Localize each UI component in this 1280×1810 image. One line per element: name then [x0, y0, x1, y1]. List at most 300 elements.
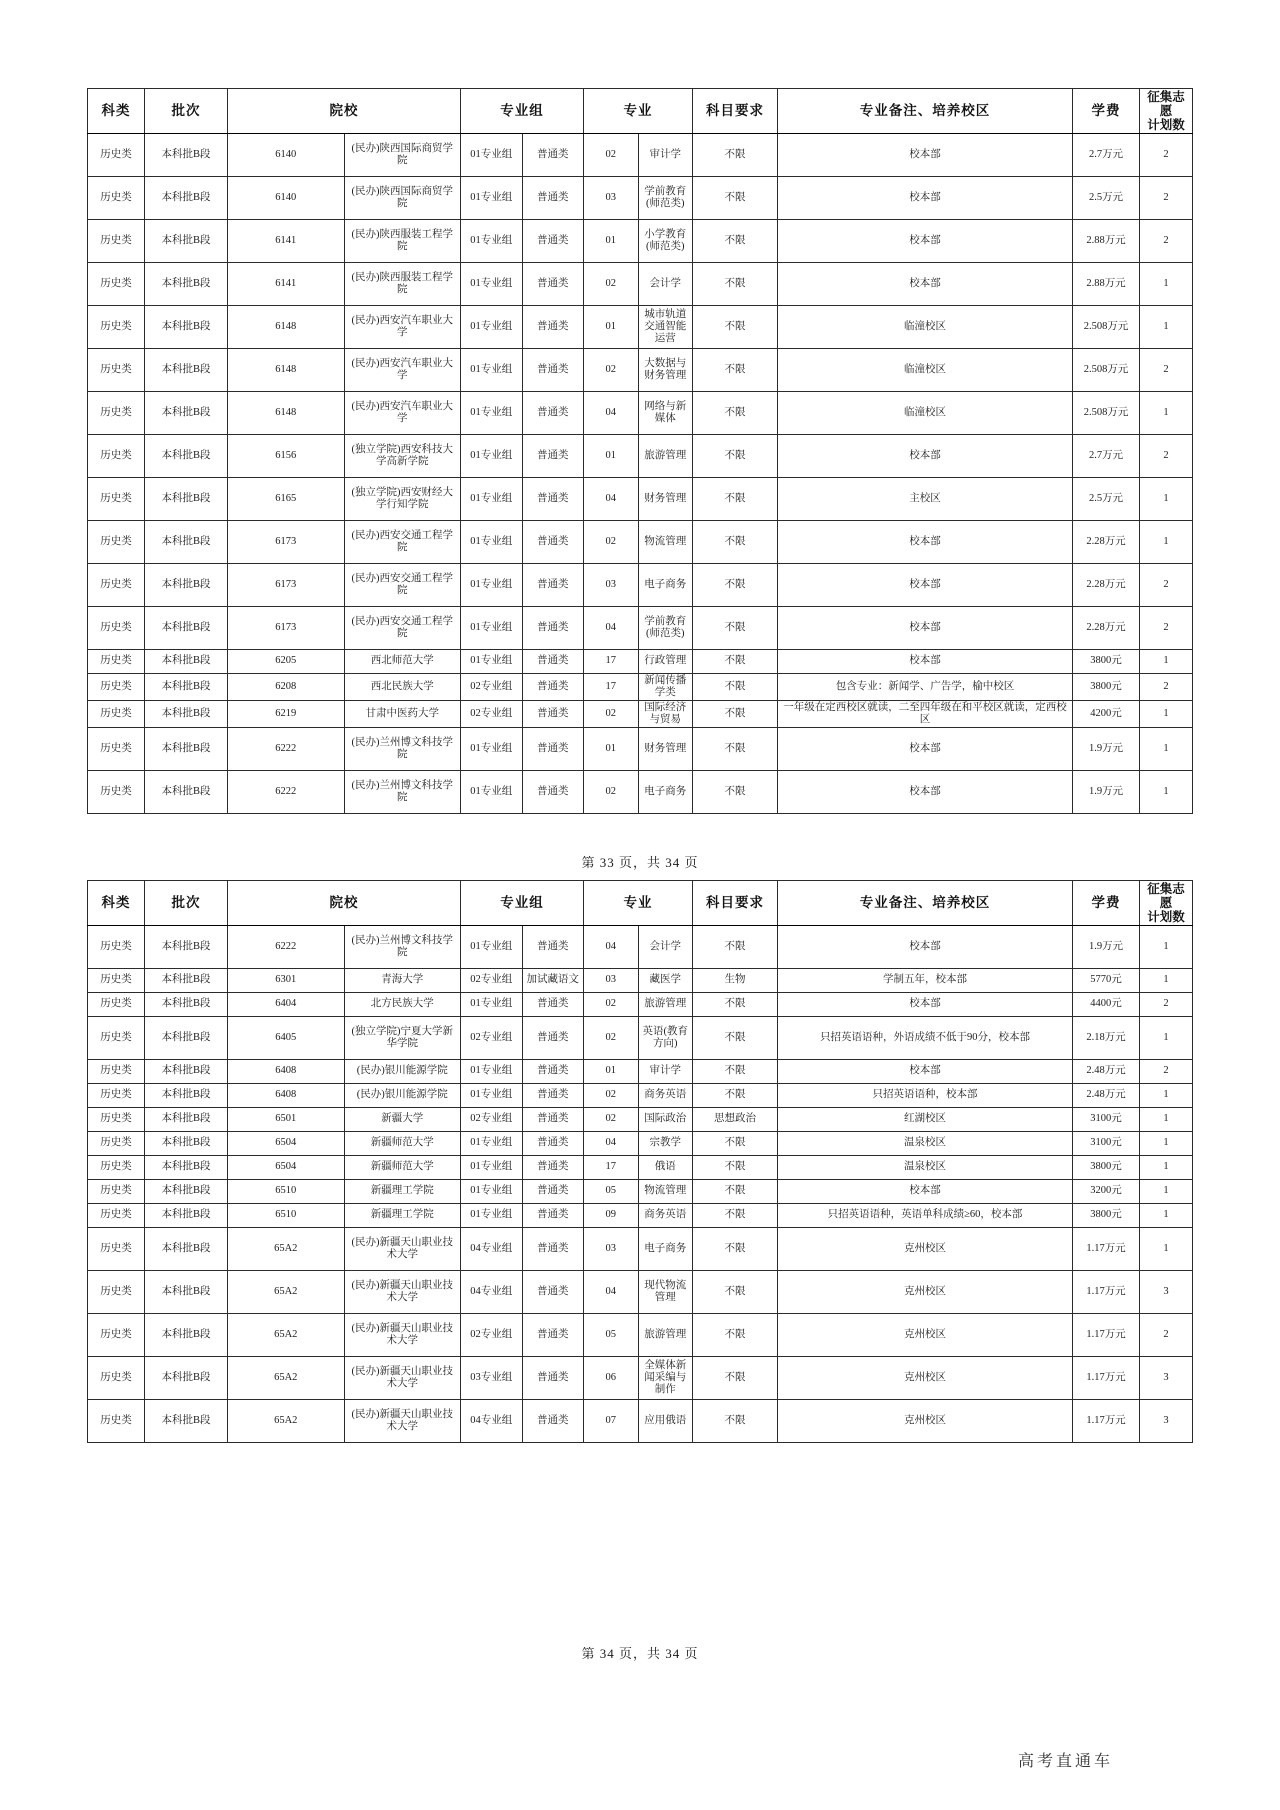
cell-school-name: (民办)西安汽车职业大学 [344, 392, 461, 435]
cell-subject-requirement: 不限 [693, 1400, 778, 1443]
table-header [88, 89, 1193, 134]
cell-kelei: 历史类 [88, 1060, 145, 1084]
cell-kelei: 历史类 [88, 650, 145, 674]
cell-school-name: (民办)兰州博文科技学院 [344, 728, 461, 771]
cell-major-group: 01专业组 [461, 521, 523, 564]
cell-note-campus: 校本部 [778, 521, 1073, 564]
cell-plan-count: 1 [1140, 1180, 1193, 1204]
cell-plan-count: 1 [1140, 1017, 1193, 1060]
cell-school-name: (独立学院)宁夏大学新华学院 [344, 1017, 461, 1060]
cell-major-name: 应用俄语 [638, 1400, 693, 1443]
table-row [88, 134, 1193, 177]
cell-kelei: 历史类 [88, 926, 145, 969]
cell-group-name: 普通类 [522, 1228, 584, 1271]
cell-plan-count: 1 [1140, 392, 1193, 435]
cell-group-name: 普通类 [522, 349, 584, 392]
cell-group-name: 普通类 [522, 674, 584, 701]
cell-major-name: 财务管理 [638, 728, 693, 771]
cell-major-code: 03 [584, 177, 639, 220]
cell-major-code: 03 [584, 564, 639, 607]
cell-group-name: 普通类 [522, 607, 584, 650]
cell-pici: 本科批B段 [145, 1400, 228, 1443]
cell-subject-requirement: 不限 [693, 993, 778, 1017]
cell-group-name: 普通类 [522, 771, 584, 814]
cell-school-code: 6510 [228, 1204, 345, 1228]
cell-plan-count: 1 [1140, 1132, 1193, 1156]
cell-major-name: 网络与新媒体 [638, 392, 693, 435]
table-row [88, 435, 1193, 478]
cell-major-code: 06 [584, 1357, 639, 1400]
cell-pici: 本科批B段 [145, 993, 228, 1017]
cell-note-campus: 临潼校区 [778, 306, 1073, 349]
cell-note-campus: 校本部 [778, 263, 1073, 306]
cell-group-name: 普通类 [522, 521, 584, 564]
cell-major-group: 04专业组 [461, 1400, 523, 1443]
cell-kelei: 历史类 [88, 1357, 145, 1400]
table-row [88, 177, 1193, 220]
column-header-plan-2 [1140, 881, 1193, 926]
cell-school-code: 6501 [228, 1108, 345, 1132]
cell-school-name: (民办)新疆天山职业技术大学 [344, 1271, 461, 1314]
cell-note-campus: 克州校区 [778, 1228, 1073, 1271]
cell-plan-count: 1 [1140, 650, 1193, 674]
cell-major-group: 01专业组 [461, 1204, 523, 1228]
cell-pici: 本科批B段 [145, 1228, 228, 1271]
cell-major-group: 01专业组 [461, 771, 523, 814]
cell-note-campus: 红湖校区 [778, 1108, 1073, 1132]
cell-plan-count: 2 [1140, 177, 1193, 220]
table-row [88, 1108, 1193, 1132]
cell-kelei: 历史类 [88, 263, 145, 306]
cell-tuition-fee: 2.508万元 [1073, 392, 1140, 435]
cell-plan-count: 2 [1140, 674, 1193, 701]
cell-school-code: 6222 [228, 728, 345, 771]
cell-plan-count: 1 [1140, 1084, 1193, 1108]
cell-tuition-fee: 3800元 [1073, 674, 1140, 701]
cell-major-group: 01专业组 [461, 220, 523, 263]
cell-pici: 本科批B段 [145, 263, 228, 306]
cell-pici: 本科批B段 [145, 1271, 228, 1314]
cell-subject-requirement: 不限 [693, 306, 778, 349]
cell-note-campus: 校本部 [778, 1060, 1073, 1084]
cell-school-code: 6301 [228, 969, 345, 993]
table-row [88, 993, 1193, 1017]
cell-major-group: 01专业组 [461, 1084, 523, 1108]
table-row [88, 1314, 1193, 1357]
cell-kelei: 历史类 [88, 1156, 145, 1180]
cell-subject-requirement: 不限 [693, 177, 778, 220]
table-row [88, 1271, 1193, 1314]
cell-major-name: 俄语 [638, 1156, 693, 1180]
cell-group-name: 普通类 [522, 435, 584, 478]
cell-school-code: 6141 [228, 220, 345, 263]
cell-school-code: 6205 [228, 650, 345, 674]
cell-note-campus: 校本部 [778, 993, 1073, 1017]
cell-subject-requirement: 不限 [693, 607, 778, 650]
cell-pici: 本科批B段 [145, 1108, 228, 1132]
cell-tuition-fee: 2.88万元 [1073, 220, 1140, 263]
cell-pici: 本科批B段 [145, 1017, 228, 1060]
cell-major-code: 02 [584, 1108, 639, 1132]
cell-major-code: 01 [584, 728, 639, 771]
cell-major-name: 现代物流管理 [638, 1271, 693, 1314]
cell-major-group: 02专业组 [461, 1108, 523, 1132]
cell-tuition-fee: 2.48万元 [1073, 1084, 1140, 1108]
cell-major-code: 05 [584, 1314, 639, 1357]
table-row [88, 1228, 1193, 1271]
cell-kelei: 历史类 [88, 521, 145, 564]
cell-major-code: 17 [584, 674, 639, 701]
cell-kelei: 历史类 [88, 1084, 145, 1108]
column-header-subject-2: 科目要求 [693, 881, 778, 926]
cell-major-name: 旅游管理 [638, 1314, 693, 1357]
table-row [88, 263, 1193, 306]
header-row [88, 89, 1193, 134]
cell-subject-requirement: 不限 [693, 1357, 778, 1400]
cell-major-code: 02 [584, 263, 639, 306]
cell-pici: 本科批B段 [145, 771, 228, 814]
table-row [88, 701, 1193, 728]
cell-pici: 本科批B段 [145, 564, 228, 607]
plan-header-line1: 征集志愿 [1147, 90, 1185, 118]
cell-kelei: 历史类 [88, 1400, 145, 1443]
cell-group-name: 普通类 [522, 1017, 584, 1060]
cell-major-code: 17 [584, 1156, 639, 1180]
table-row [88, 1204, 1193, 1228]
cell-major-name: 旅游管理 [638, 435, 693, 478]
cell-note-campus: 只招英语语种，外语成绩不低于90分，校本部 [778, 1017, 1073, 1060]
cell-kelei: 历史类 [88, 993, 145, 1017]
table-row [88, 607, 1193, 650]
cell-major-name: 大数据与财务管理 [638, 349, 693, 392]
cell-school-code: 6173 [228, 607, 345, 650]
cell-major-name: 新闻传播学类 [638, 674, 693, 701]
cell-subject-requirement: 不限 [693, 435, 778, 478]
cell-subject-requirement: 不限 [693, 1271, 778, 1314]
cell-school-code: 6504 [228, 1132, 345, 1156]
cell-major-code: 01 [584, 1060, 639, 1084]
cell-group-name: 普通类 [522, 1180, 584, 1204]
cell-kelei: 历史类 [88, 674, 145, 701]
cell-tuition-fee: 1.17万元 [1073, 1271, 1140, 1314]
cell-subject-requirement: 不限 [693, 392, 778, 435]
cell-group-name: 普通类 [522, 728, 584, 771]
cell-group-name: 普通类 [522, 1400, 584, 1443]
cell-major-group: 01专业组 [461, 1060, 523, 1084]
cell-major-group: 04专业组 [461, 1271, 523, 1314]
cell-school-code: 65A2 [228, 1400, 345, 1443]
cell-pici: 本科批B段 [145, 1357, 228, 1400]
cell-tuition-fee: 1.9万元 [1073, 728, 1140, 771]
cell-tuition-fee: 2.7万元 [1073, 435, 1140, 478]
cell-note-campus: 临潼校区 [778, 349, 1073, 392]
cell-kelei: 历史类 [88, 1228, 145, 1271]
column-header-major-2: 专业 [584, 881, 693, 926]
cell-tuition-fee: 3200元 [1073, 1180, 1140, 1204]
cell-major-code: 03 [584, 969, 639, 993]
cell-tuition-fee: 2.28万元 [1073, 564, 1140, 607]
cell-note-campus: 校本部 [778, 134, 1073, 177]
table-row [88, 392, 1193, 435]
cell-pici: 本科批B段 [145, 521, 228, 564]
cell-kelei: 历史类 [88, 435, 145, 478]
page-footer-34: 第 34 页，共 34 页 [581, 1646, 699, 1661]
cell-tuition-fee: 1.17万元 [1073, 1314, 1140, 1357]
cell-school-name: 北方民族大学 [344, 993, 461, 1017]
cell-major-code: 04 [584, 607, 639, 650]
cell-tuition-fee: 2.28万元 [1073, 607, 1140, 650]
table-row [88, 969, 1193, 993]
column-header-group: 专业组 [461, 89, 584, 134]
cell-tuition-fee: 4200元 [1073, 701, 1140, 728]
table-body-page34 [88, 926, 1193, 1443]
cell-major-code: 17 [584, 650, 639, 674]
cell-group-name: 普通类 [522, 701, 584, 728]
cell-school-name: 新疆师范大学 [344, 1156, 461, 1180]
cell-school-code: 65A2 [228, 1314, 345, 1357]
cell-major-name: 小学教育(师范类) [638, 220, 693, 263]
column-header-kelei-2: 科类 [88, 881, 145, 926]
cell-school-name: (民办)西安交通工程学院 [344, 607, 461, 650]
cell-plan-count: 2 [1140, 564, 1193, 607]
cell-plan-count: 1 [1140, 771, 1193, 814]
cell-plan-count: 2 [1140, 134, 1193, 177]
table-row [88, 1180, 1193, 1204]
cell-note-campus: 主校区 [778, 478, 1073, 521]
cell-tuition-fee: 3800元 [1073, 1156, 1140, 1180]
cell-major-name: 物流管理 [638, 1180, 693, 1204]
cell-major-code: 02 [584, 349, 639, 392]
cell-major-code: 02 [584, 521, 639, 564]
cell-major-name: 学前教育(师范类) [638, 177, 693, 220]
cell-school-code: 65A2 [228, 1357, 345, 1400]
cell-kelei: 历史类 [88, 349, 145, 392]
cell-group-name: 普通类 [522, 392, 584, 435]
cell-school-code: 6156 [228, 435, 345, 478]
cell-note-campus: 克州校区 [778, 1271, 1073, 1314]
cell-major-group: 01专业组 [461, 177, 523, 220]
cell-major-name: 国际政治 [638, 1108, 693, 1132]
page-34 [0, 880, 1280, 1662]
cell-school-code: 6208 [228, 674, 345, 701]
cell-school-code: 6222 [228, 926, 345, 969]
cell-school-name: (民办)西安交通工程学院 [344, 564, 461, 607]
cell-group-name: 普通类 [522, 1108, 584, 1132]
cell-subject-requirement: 不限 [693, 926, 778, 969]
cell-school-code: 6165 [228, 478, 345, 521]
cell-note-campus: 临潼校区 [778, 392, 1073, 435]
cell-pici: 本科批B段 [145, 306, 228, 349]
cell-tuition-fee: 3100元 [1073, 1132, 1140, 1156]
cell-group-name: 普通类 [522, 306, 584, 349]
cell-note-campus: 校本部 [778, 564, 1073, 607]
cell-school-name: (民办)西安交通工程学院 [344, 521, 461, 564]
column-header-school-2: 院校 [228, 881, 461, 926]
cell-plan-count: 2 [1140, 435, 1193, 478]
cell-tuition-fee: 2.5万元 [1073, 478, 1140, 521]
cell-school-code: 65A2 [228, 1228, 345, 1271]
cell-note-campus: 学制五年，校本部 [778, 969, 1073, 993]
cell-school-name: (民办)陕西国际商贸学院 [344, 177, 461, 220]
cell-plan-count: 1 [1140, 1228, 1193, 1271]
cell-major-group: 02专业组 [461, 674, 523, 701]
cell-major-group: 01专业组 [461, 728, 523, 771]
table-row [88, 1017, 1193, 1060]
cell-major-group: 01专业组 [461, 478, 523, 521]
cell-subject-requirement: 不限 [693, 1084, 778, 1108]
header-row-2 [88, 881, 1193, 926]
page33-gap [0, 814, 1280, 852]
cell-school-name: (民办)陕西国际商贸学院 [344, 134, 461, 177]
cell-school-name: (民办)新疆天山职业技术大学 [344, 1357, 461, 1400]
cell-group-name: 普通类 [522, 1060, 584, 1084]
cell-pici: 本科批B段 [145, 674, 228, 701]
cell-major-group: 01专业组 [461, 650, 523, 674]
cell-school-code: 6148 [228, 349, 345, 392]
cell-kelei: 历史类 [88, 392, 145, 435]
cell-kelei: 历史类 [88, 607, 145, 650]
cell-plan-count: 1 [1140, 263, 1193, 306]
cell-kelei: 历史类 [88, 969, 145, 993]
cell-school-name: (民办)新疆天山职业技术大学 [344, 1228, 461, 1271]
plan-header-line2-2: 计划数 [1147, 910, 1185, 924]
cell-group-name: 普通类 [522, 1271, 584, 1314]
cell-subject-requirement: 不限 [693, 1314, 778, 1357]
cell-school-name: (民办)兰州博文科技学院 [344, 771, 461, 814]
table-row [88, 306, 1193, 349]
cell-kelei: 历史类 [88, 771, 145, 814]
cell-note-campus: 克州校区 [778, 1357, 1073, 1400]
cell-major-name: 行政管理 [638, 650, 693, 674]
table-row [88, 771, 1193, 814]
cell-pici: 本科批B段 [145, 134, 228, 177]
cell-subject-requirement: 不限 [693, 674, 778, 701]
cell-subject-requirement: 思想政治 [693, 1108, 778, 1132]
cell-major-code: 01 [584, 220, 639, 263]
cell-tuition-fee: 5770元 [1073, 969, 1140, 993]
cell-major-name: 宗教学 [638, 1132, 693, 1156]
cell-major-code: 02 [584, 134, 639, 177]
cell-note-campus: 校本部 [778, 220, 1073, 263]
cell-subject-requirement: 不限 [693, 728, 778, 771]
cell-pici: 本科批B段 [145, 392, 228, 435]
cell-major-group: 01专业组 [461, 1180, 523, 1204]
cell-major-name: 国际经济与贸易 [638, 701, 693, 728]
cell-note-campus: 校本部 [778, 926, 1073, 969]
cell-subject-requirement: 不限 [693, 1228, 778, 1271]
cell-plan-count: 1 [1140, 969, 1193, 993]
cell-school-name: 新疆理工学院 [344, 1204, 461, 1228]
cell-group-name: 普通类 [522, 1357, 584, 1400]
table-row [88, 564, 1193, 607]
cell-pici: 本科批B段 [145, 728, 228, 771]
cell-major-name: 电子商务 [638, 771, 693, 814]
column-header-pici: 批次 [145, 89, 228, 134]
cell-tuition-fee: 2.28万元 [1073, 521, 1140, 564]
cell-group-name: 普通类 [522, 564, 584, 607]
cell-subject-requirement: 不限 [693, 701, 778, 728]
cell-major-group: 02专业组 [461, 701, 523, 728]
cell-major-name: 英语(教育方向) [638, 1017, 693, 1060]
cell-group-name: 普通类 [522, 177, 584, 220]
cell-major-code: 09 [584, 1204, 639, 1228]
table-row [88, 1132, 1193, 1156]
watermark-logo: 高考直通车 [1018, 1753, 1114, 1770]
cell-subject-requirement: 不限 [693, 134, 778, 177]
cell-major-name: 商务英语 [638, 1084, 693, 1108]
cell-kelei: 历史类 [88, 564, 145, 607]
cell-school-name: (民办)新疆天山职业技术大学 [344, 1314, 461, 1357]
cell-major-group: 01专业组 [461, 993, 523, 1017]
cell-note-campus: 校本部 [778, 435, 1073, 478]
cell-major-code: 02 [584, 771, 639, 814]
cell-major-name: 会计学 [638, 926, 693, 969]
cell-major-name: 学前教育(师范类) [638, 607, 693, 650]
column-header-note: 专业备注、培养校区 [778, 89, 1073, 134]
cell-group-name: 普通类 [522, 993, 584, 1017]
cell-kelei: 历史类 [88, 1180, 145, 1204]
cell-school-code: 6140 [228, 177, 345, 220]
cell-major-code: 02 [584, 993, 639, 1017]
cell-major-group: 02专业组 [461, 969, 523, 993]
cell-plan-count: 2 [1140, 349, 1193, 392]
cell-kelei: 历史类 [88, 177, 145, 220]
cell-plan-count: 1 [1140, 521, 1193, 564]
cell-pici: 本科批B段 [145, 220, 228, 263]
cell-major-code: 02 [584, 701, 639, 728]
table-row [88, 478, 1193, 521]
cell-kelei: 历史类 [88, 1017, 145, 1060]
cell-tuition-fee: 1.9万元 [1073, 926, 1140, 969]
cell-subject-requirement: 不限 [693, 478, 778, 521]
cell-tuition-fee: 2.7万元 [1073, 134, 1140, 177]
cell-kelei: 历史类 [88, 220, 145, 263]
cell-kelei: 历史类 [88, 1132, 145, 1156]
table-row [88, 1156, 1193, 1180]
cell-tuition-fee: 3800元 [1073, 1204, 1140, 1228]
column-header-kelei: 科类 [88, 89, 145, 134]
cell-pici: 本科批B段 [145, 1180, 228, 1204]
column-header-group-2: 专业组 [461, 881, 584, 926]
cell-pici: 本科批B段 [145, 1204, 228, 1228]
cell-school-name: (民办)陕西服装工程学院 [344, 220, 461, 263]
cell-tuition-fee: 2.88万元 [1073, 263, 1140, 306]
cell-school-name: (民办)西安汽车职业大学 [344, 349, 461, 392]
cell-subject-requirement: 不限 [693, 1132, 778, 1156]
cell-major-group: 01专业组 [461, 607, 523, 650]
cell-major-name: 电子商务 [638, 564, 693, 607]
cell-major-group: 01专业组 [461, 564, 523, 607]
cell-pici: 本科批B段 [145, 349, 228, 392]
cell-plan-count: 1 [1140, 1156, 1193, 1180]
cell-major-group: 01专业组 [461, 392, 523, 435]
table-row [88, 650, 1193, 674]
cell-plan-count: 3 [1140, 1357, 1193, 1400]
cell-major-name: 旅游管理 [638, 993, 693, 1017]
cell-tuition-fee: 2.18万元 [1073, 1017, 1140, 1060]
cell-major-group: 01专业组 [461, 1156, 523, 1180]
cell-plan-count: 1 [1140, 1108, 1193, 1132]
cell-note-campus: 只招英语语种，英语单科成绩≥60，校本部 [778, 1204, 1073, 1228]
cell-major-group: 02专业组 [461, 1314, 523, 1357]
cell-major-name: 电子商务 [638, 1228, 693, 1271]
cell-tuition-fee: 4400元 [1073, 993, 1140, 1017]
column-header-fee-2: 学费 [1073, 881, 1140, 926]
cell-school-code: 6222 [228, 771, 345, 814]
cell-school-name: (民办)银川能源学院 [344, 1060, 461, 1084]
plan-header-line1-2: 征集志愿 [1147, 882, 1185, 910]
cell-major-group: 01专业组 [461, 926, 523, 969]
